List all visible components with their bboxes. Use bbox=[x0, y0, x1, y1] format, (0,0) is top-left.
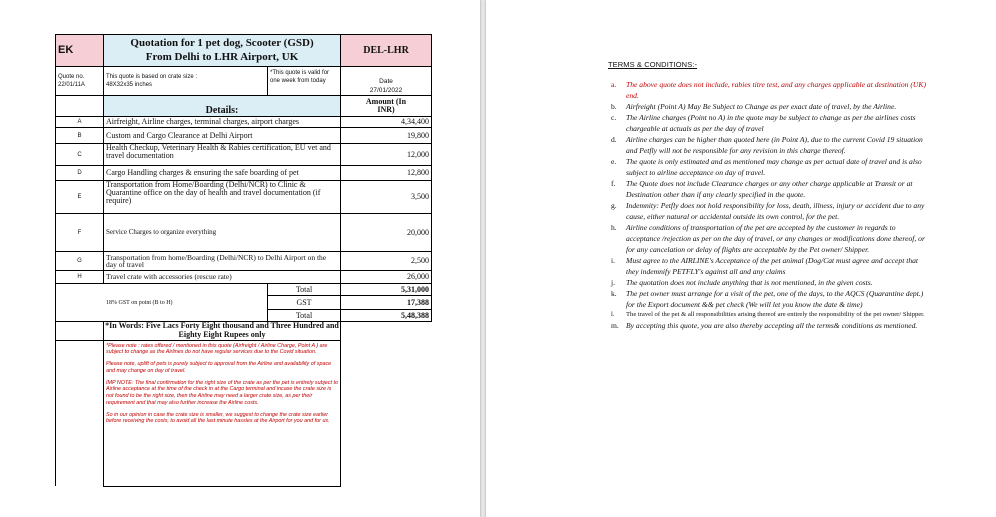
note-uplift-approval: Please note, uplift of pets is purely subject to approval from the Airline and availability of space and may change on day of travel. bbox=[106, 361, 332, 374]
table-row: B Custom and Cargo Clearance at Delhi Airport 19,800 bbox=[56, 128, 432, 144]
item-description: Custom and Cargo Clearance at Delhi Airport bbox=[104, 128, 341, 144]
notes-block bbox=[104, 340, 341, 486]
list-item: m. By accepting this quote, you are also thereby accepting all the terms& conditions as mentioned. bbox=[611, 321, 918, 330]
item-amount: 4,34,400 bbox=[341, 117, 432, 128]
terms-heading: TERMS & CONDITIONS:- bbox=[608, 60, 698, 69]
route-code: DEL-LHR bbox=[341, 35, 432, 67]
item-amount: 3,500 bbox=[341, 181, 432, 214]
grand-total-amount: 5,48,388 bbox=[341, 310, 432, 322]
crate-note: This quote is based on crate size : bbox=[106, 73, 198, 80]
list-item: l. The travel of the pet & all responsibilities arising thereof are entirely the responsibility of the pet owner/ Shipper. bbox=[611, 311, 925, 318]
list-item: j. The quotation does not include anything that is not mentioned, in the given costs. bbox=[611, 278, 873, 287]
quote-date: 27/01/2022 bbox=[369, 86, 403, 94]
total-label: Total bbox=[268, 284, 341, 296]
terms-page bbox=[486, 0, 996, 517]
date-label: Date bbox=[379, 77, 393, 85]
quotation-page bbox=[0, 0, 480, 517]
crate-size: 48X32x35 inches bbox=[106, 82, 153, 88]
list-item: a. The above quote does not include, rabies titre test, and any charges applicable at destination (UK) end. bbox=[611, 80, 926, 100]
amount-in-words: *In Words: Five Lacs Forty Eight thousand and Three Hundred and Eighty Eight Rupees only bbox=[105, 321, 339, 339]
list-item: c. The Airline charges (Point no A) in the quote may be subject to change as per the airlines costs chargeable at actuals as per the day of travel bbox=[611, 113, 916, 133]
list-item: g. Indemnity: Petfly does not hold responsibility for loss, death, illness, injury or accident due to any cause, either natural or accidental outside its own control, for the pet. bbox=[611, 201, 925, 221]
gst-label: GST bbox=[268, 296, 341, 310]
date-cell bbox=[341, 67, 432, 96]
table-row: A Airfreight, Airline charges, terminal charges, airport charges 4,34,400 bbox=[56, 117, 432, 128]
gst-note: 18% GST on point (B to H) bbox=[56, 296, 268, 310]
item-description: Service Charges to organize everything bbox=[104, 214, 341, 252]
item-description: Travel crate with accessories (rescue rate) bbox=[104, 271, 341, 284]
amount-heading: Amount (In INR) bbox=[341, 96, 432, 117]
note-crate-suggestion: So in our opinion in case the crate size is smaller, we suggest to change the crate size earlier before receiving the costs, to avoid all the last minute hassles at the Airport for you and for us. bbox=[106, 411, 330, 425]
table-row: G Transportation from home/Boarding (Delhi/NCR) to Delhi Airport on the day of travel 2,500 bbox=[56, 252, 432, 271]
list-item: d. Airline charges can be higher than quoted here (in Point A), due to the current Covid 19 situation and Petfly will not be responsible for any revision in this charge thereof. bbox=[611, 135, 923, 155]
list-item: k. The pet owner must arrange for a visit of the pet, one of the days, to the AQCS (Quarantine dept.) for the Export document && pet check (We will let you know the date & time) bbox=[611, 289, 924, 309]
list-item: i. Must agree to the AIRLINE's Acceptance of the pet animal (Dog/Cat must agree and accept that they indemnify PETFLY's against all and any claims bbox=[611, 256, 919, 276]
gst-amount: 17,388 bbox=[341, 296, 432, 310]
note-covid-rates: *Please note : rates offered / mentioned in this quote (Airfreight / Airline Charge, Point A ) are subject to change as the Airlines do not have regular services due to the Covid situation. bbox=[106, 342, 328, 356]
item-amount: 2,500 bbox=[341, 252, 432, 271]
item-description: Cargo Handling charges & ensuring the safe boarding of pet bbox=[104, 166, 341, 181]
quote-subtitle: From Delhi to LHR Airport, UK bbox=[145, 50, 299, 63]
table-row: H Travel crate with accessories (rescue rate) 26,000 bbox=[56, 271, 432, 284]
list-item: f. The Quote does not include Clearance charges or any other charge applicable at Transit or at Destination other than if any clearly specified in the quote. bbox=[611, 179, 913, 199]
table-row: F Service Charges to organize everything 20,000 bbox=[56, 214, 432, 252]
table-row: D Cargo Handling charges & ensuring the safe boarding of pet 12,800 bbox=[56, 166, 432, 181]
item-description: Transportation from home/Boarding (Delhi/NCR) to Delhi Airport on the day of travel bbox=[104, 252, 341, 271]
table-row: C Health Checkup, Veterinary Health & Rabies certification, EU vet and travel documentation 12,000 bbox=[56, 144, 432, 166]
item-description: Transportation from Home/Boarding (Delhi/NCR) to Clinic & Quarantine office on the day of health and travel documentation (if require) bbox=[104, 181, 341, 214]
table-row: E Transportation from Home/Boarding (Delhi/NCR) to Clinic & Quarantine office on the day of health and travel documentation (if require) 3,500 bbox=[56, 181, 432, 214]
item-description: Health Checkup, Veterinary Health & Rabies certification, EU vet and travel documentation bbox=[104, 144, 341, 166]
airline-code: EK bbox=[56, 35, 104, 67]
item-amount: 12,000 bbox=[341, 144, 432, 166]
quote-number-label: Quote no. bbox=[58, 73, 85, 80]
item-amount: 12,800 bbox=[341, 166, 432, 181]
item-amount: 19,800 bbox=[341, 128, 432, 144]
list-item: h. Airline conditions of transportation of the pet are accepted by the customer in regards to acceptance /rejection as per on the day of travel, or any changes or modifications done thereof, or for any cancelation or delay of flights are acceptable by the Pet owner/ Shipper. bbox=[611, 223, 925, 254]
quote-header bbox=[104, 35, 341, 67]
grand-total-label: Total bbox=[268, 310, 341, 322]
quote-number-cell bbox=[56, 67, 104, 96]
item-amount: 26,000 bbox=[341, 271, 432, 284]
list-item: e. The quote is only estimated and as mentioned may change as per actual date of travel and is also subject to airline acceptance on day of travel. bbox=[611, 157, 922, 177]
note-crate-size: IMP NOTE: The final confirmation for the right size of the crate as per the pet is entirely subject to Airline acceptance at the time of the check in at the Cargo terminal and incase the crate size is not found to be the right size, then the Airline may need a larger crate size, as per their requirement and that may also further increase the Airline costs. bbox=[106, 379, 338, 406]
validity-note: *This quote is valid for one week from today bbox=[268, 67, 341, 96]
details-heading: Details: bbox=[104, 96, 341, 117]
quote-number: 22/01/11A bbox=[58, 82, 85, 88]
crate-info-cell bbox=[104, 67, 268, 96]
terms-list bbox=[611, 79, 931, 331]
quote-title: Quotation for 1 pet dog, Scooter (GSD) bbox=[130, 36, 314, 49]
list-item: b. Airfreight (Point A) May Be Subject to Change as per exact date of travel, by the Airline. bbox=[611, 102, 897, 111]
item-amount: 20,000 bbox=[341, 214, 432, 252]
quotation-table bbox=[55, 34, 432, 487]
total-amount: 5,31,000 bbox=[341, 284, 432, 296]
item-description: Airfreight, Airline charges, terminal charges, airport charges bbox=[104, 117, 341, 128]
